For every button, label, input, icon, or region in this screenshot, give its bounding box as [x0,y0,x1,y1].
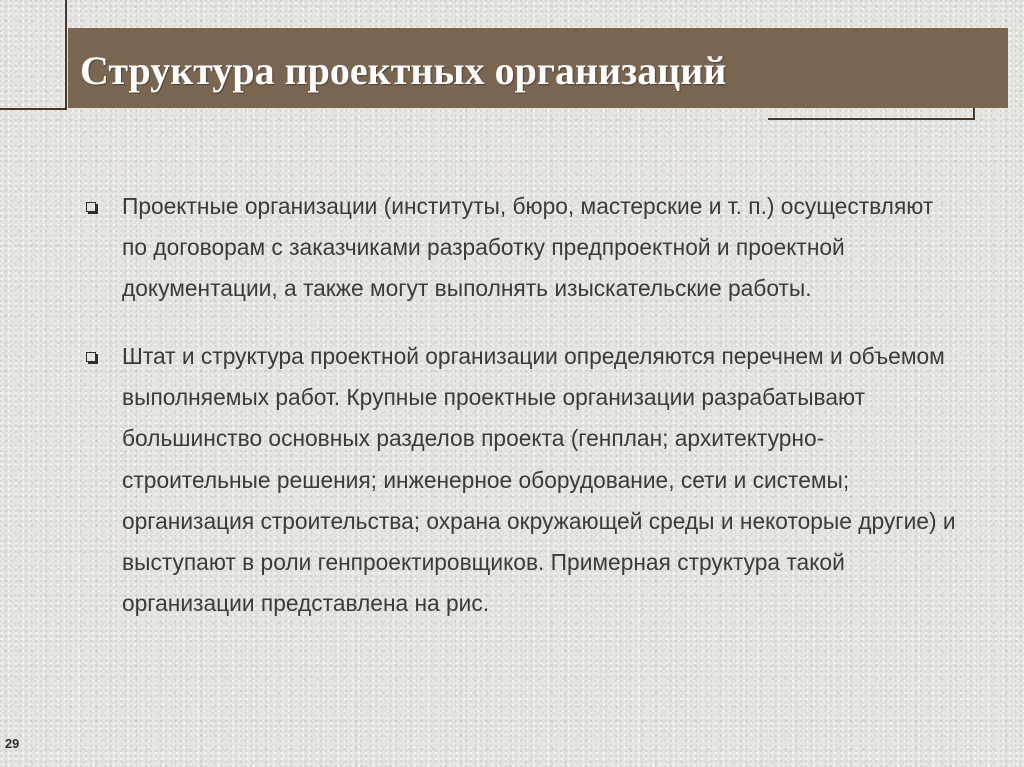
accent-line-right-horizontal [768,118,975,120]
paragraph-line: организация строительства; охрана окружающей среды и некоторые другие) и [122,507,956,534]
title-bar [68,28,1008,108]
paragraph-line: документации, а также могут выполнять изыскательские работы. [122,275,812,302]
square-bullet-icon [86,352,96,362]
paragraph-line: организации представлена на рис. [122,590,490,617]
slide-number: 29 [5,736,20,751]
paragraph-line: Проектные организации (институты, бюро, мастерские и т. п.) осуществляют [122,193,934,219]
paragraph-line: строительные решения; инженерное оборудование, сети и системы; [122,466,850,493]
paragraph-line: выступают в роли генпроектировщиков. Примерная структура такой [122,548,845,575]
paragraph-line: по договорам с заказчиками разработку предпроектной и проектной [122,234,845,261]
square-bullet-icon [86,202,96,212]
paragraph-line: большинство основных разделов проекта (генплан; архитектурно- [122,425,825,452]
paragraph-line: выполняемых работ. Крупные проектные организации разрабатывают [122,384,866,411]
bullet-paragraph-1 [122,186,933,310]
paragraph-line: Штат и структура проектной организации определяются перечнем и объемом [122,343,945,369]
bullet-paragraph-2 [122,336,956,624]
slide-title: Структура проектных организаций [80,48,727,93]
accent-line-left-horizontal [0,108,67,110]
accent-line-left-vertical [65,0,67,110]
